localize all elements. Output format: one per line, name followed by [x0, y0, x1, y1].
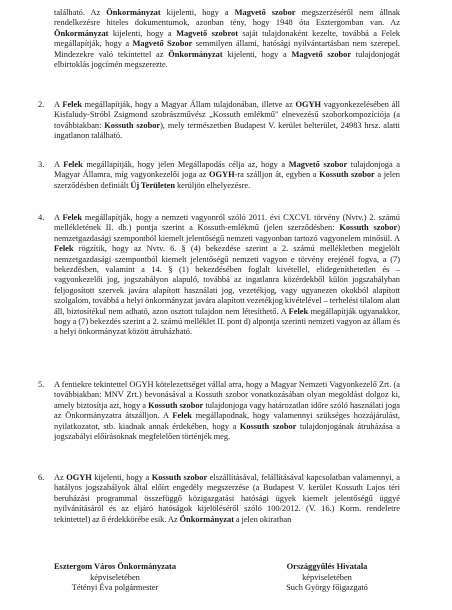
- paragraph-number: 5.: [38, 380, 45, 389]
- intro-paragraph: található. Az Önkormányzat kijelenti, hogy a Magvető szobor megszerzéséről nem állnak rendelkezésre hiteles dokumentumok, azonban tény, hogy 1948 óta Esztergomban van. Az Önkormányzat kijelenti, hogy a Magvető szobrot saját tulajdonaként kezelte, továbbá a Felek megállapítják, hogy a Magvető Szobor semmilyen állami, hatósági nyilvántartásban nem szerepel. Mindezekre való tekintettel az Önkormányzat kijelenti, hogy a Magvető szobor tulajdonjogát elbirtoklás jogcímén megszerezte.: [54, 8, 400, 70]
- paragraph-4: 4. A Felek megállapítják, hogy a nemzeti vagyonról szóló 2011. évi CXCVI. törvény (Nvtv.) 2. számú mellékletének II. db.) pontja szerint a Kossuth-emlékmű (jelen szerződésben: Kossuth szobor) nemzetgazdasági szempontból kiemelt jelentőségű nemzeti vagyonban tartozó vagyonelem minősül. A Felek rögzítik, hogy az Nvtv. 6. § (4) bekezdése szerint a 2. számú mellékletben megjelölt nemzetgazdasági szempontból kiemelt jelentőségű nemzeti vagyon e törvény erejénél fogva, a (7) bekezdésben, valamint a 14. § (1) bekezdésében foglalt kivétellel, elidegeníthetetlen és – vagyonkezelői jog, jogszabályon alapuló, továbbá az ingatlanra közérdekből külön jogszabályban feljogosított szervek javára alapított használati jog, vezetékjog, vagy ugyanezen okokból alapított szolgalom, továbbá a helyi önkormányzat javára alapított vezetékjog kivételével – terhelési tilalom alatt áll, biztosítékul nem adható, azon osztott tulajdon nem létesíthető. A Felek megállapítják ugyanakkor, hogy a (7) bekezdés szerint a 2. számú melléklet II. pont d) alpontja szerinti nemzeti vagyon az állam és a helyi önkormányzat között átruházható.: [38, 213, 400, 337]
- paragraph-2: 2. A Felek megállapítják, hogy a Magyar Állam tulajdonában, illetve az OGYH vagyonkezelésében áll Kisfaludy-Stróbl Zsigmond szobrászművész „Kossuth emlékmű" elnevezésű szoborkompozíciója (a továbbiakban: Kossuth szobor), mely természetben Budapest V. kerület belterület, 24983 hrsz. alatti ingatlanon található.: [38, 100, 401, 141]
- signatory-role: képviseletében: [302, 572, 352, 582]
- signatory-name: Such György főigazgató: [286, 583, 368, 593]
- signatory-organization: Országgyűlés Hivatala: [286, 562, 368, 571]
- paragraph-number: 3.: [38, 160, 45, 169]
- signature-block-right: [252, 562, 402, 594]
- paragraph-5: 5. A fentiekre tekintettel OGYH kötelezettséget vállal arra, hogy a Magyar Nemzeti Vagyonkezelő Zrt. (a továbbiakban: MNV Zrt.) bevonásával a Kossuth szobor vonatkozásában olyan megoldást dolgoz ki, amely biztosítja azt, hogy a Kossuth szobor tulajdonjoga vagy határozatlan időre szóló használati joga az Önkormányzatra átszálljon. A Felek megállapodnak, hogy valamennyi szükséges hozzájárulást, nyilatkozatot, stb. kiadnak annak érdekében, hogy a Kossuth szobor tulajdonjogának átruházása a jogszabályi előírásoknak megfelelően történjék meg.: [38, 380, 401, 442]
- paragraph-3: 3. A Felek megállapítják, hogy jelen Megállapodás célja az, hogy a Magvető szobor tulajdonjoga a Magyar Államra, míg vagyonkezelői joga az OGYH-ra szálljon át, egyben a Kossuth szobor a jelen szerződésben definiált Új Területen kerüljön elhelyezésre.: [38, 160, 401, 190]
- signature-block-left: [40, 562, 190, 594]
- signatory-role: képviseletében: [90, 572, 140, 582]
- signatory-organization: Esztergom Város Önkormányzata: [53, 562, 177, 571]
- paragraph-number: 4.: [38, 213, 45, 222]
- paragraph-number: 2.: [38, 100, 45, 109]
- paragraph-6: 6. Az OGYH kijelenti, hogy a Kossuth szobor elszállításával, felállításával kapcsolatban valamennyi, a hatályos jogszabályok által előírt engedély megszerzése (a Budapest V. kerület Kossuth Lajos téri beruházási programmal összefüggő közigazgatási hatósági ügyek kiemelt jelentőségű üggyé nyilvánításáról és az eljáró hatóságok kijelöléséről szóló 100/2012. (V. 16.) Korm. rendeletre tekintettel) az ő érdekkörébe esik. Az Önkormányzat a jelen okiratban: [38, 473, 400, 524]
- paragraph-number: 6.: [38, 473, 45, 482]
- signatory-name: Tétényi Éva polgármester: [71, 583, 159, 593]
